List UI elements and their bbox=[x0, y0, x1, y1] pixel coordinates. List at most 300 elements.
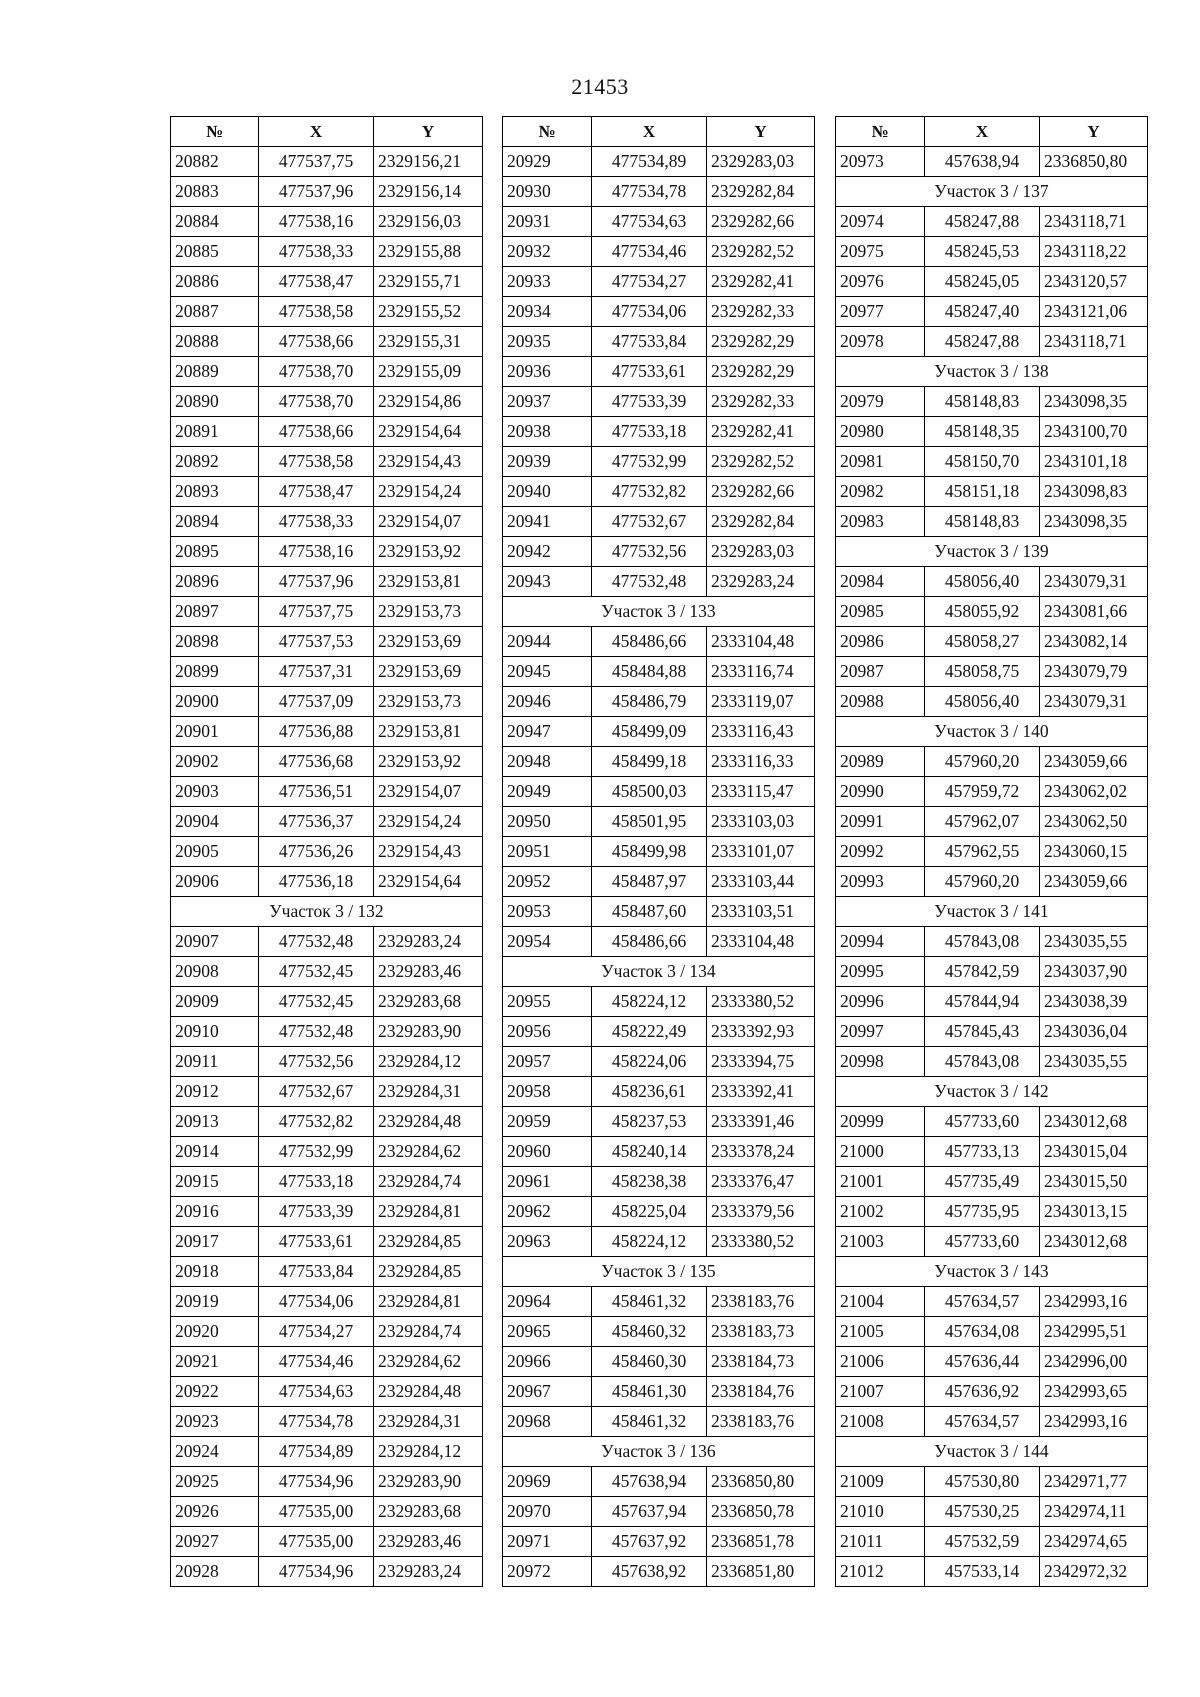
point-number-cell: 20995 bbox=[836, 957, 925, 987]
table-row bbox=[503, 837, 815, 867]
section-label: Участок 3 / 134 bbox=[503, 957, 815, 987]
y-coordinate-cell: 2343037,90 bbox=[1040, 957, 1148, 987]
x-coordinate-cell: 458224,12 bbox=[592, 1227, 707, 1257]
x-coordinate-cell: 477533,61 bbox=[259, 1227, 374, 1257]
x-coordinate-cell: 477537,75 bbox=[259, 597, 374, 627]
section-row bbox=[836, 1077, 1148, 1107]
table-row bbox=[503, 237, 815, 267]
point-number-cell: 20956 bbox=[503, 1017, 592, 1047]
point-number-cell: 20925 bbox=[171, 1467, 259, 1497]
y-coordinate-cell: 2333376,47 bbox=[707, 1167, 815, 1197]
x-coordinate-cell: 458148,35 bbox=[925, 417, 1040, 447]
point-number-cell: 21010 bbox=[836, 1497, 925, 1527]
x-coordinate-cell: 477534,27 bbox=[259, 1317, 374, 1347]
page-number: 21453 bbox=[571, 74, 629, 99]
table-row bbox=[503, 267, 815, 297]
table-row bbox=[171, 507, 483, 537]
y-coordinate-cell: 2329282,66 bbox=[707, 477, 815, 507]
table-row bbox=[836, 507, 1148, 537]
x-coordinate-cell: 477533,84 bbox=[259, 1257, 374, 1287]
y-coordinate-cell: 2343079,31 bbox=[1040, 567, 1148, 597]
x-coordinate-cell: 477533,84 bbox=[592, 327, 707, 357]
x-coordinate-cell: 458237,53 bbox=[592, 1107, 707, 1137]
table-row bbox=[171, 657, 483, 687]
point-number-cell: 20899 bbox=[171, 657, 259, 687]
section-row bbox=[836, 897, 1148, 927]
point-number-cell: 20965 bbox=[503, 1317, 592, 1347]
point-number-cell: 20972 bbox=[503, 1557, 592, 1587]
table-row bbox=[503, 627, 815, 657]
point-number-cell: 20897 bbox=[171, 597, 259, 627]
point-number-cell: 20892 bbox=[171, 447, 259, 477]
y-coordinate-cell: 2343012,68 bbox=[1040, 1107, 1148, 1137]
point-number-cell: 20902 bbox=[171, 747, 259, 777]
x-coordinate-cell: 477537,96 bbox=[259, 567, 374, 597]
x-coordinate-cell: 477538,70 bbox=[259, 387, 374, 417]
table-row bbox=[171, 837, 483, 867]
x-coordinate-cell: 458151,18 bbox=[925, 477, 1040, 507]
x-coordinate-cell: 457733,60 bbox=[925, 1107, 1040, 1137]
table-row bbox=[836, 1227, 1148, 1257]
point-number-cell: 20933 bbox=[503, 267, 592, 297]
y-coordinate-cell: 2336850,78 bbox=[707, 1497, 815, 1527]
table-row bbox=[836, 687, 1148, 717]
y-coordinate-cell: 2329282,66 bbox=[707, 207, 815, 237]
table-row bbox=[836, 957, 1148, 987]
y-coordinate-cell: 2329283,90 bbox=[374, 1467, 483, 1497]
table-row bbox=[171, 1137, 483, 1167]
point-number-cell: 20916 bbox=[171, 1197, 259, 1227]
y-coordinate-cell: 2343120,57 bbox=[1040, 267, 1148, 297]
x-coordinate-cell: 457634,57 bbox=[925, 1407, 1040, 1437]
y-coordinate-cell: 2333116,74 bbox=[707, 657, 815, 687]
header-x: X bbox=[592, 117, 707, 147]
y-coordinate-cell: 2329153,81 bbox=[374, 567, 483, 597]
y-coordinate-cell: 2329154,43 bbox=[374, 837, 483, 867]
table-row bbox=[171, 867, 483, 897]
x-coordinate-cell: 477538,66 bbox=[259, 417, 374, 447]
point-number-cell: 20992 bbox=[836, 837, 925, 867]
point-number-cell: 20988 bbox=[836, 687, 925, 717]
point-number-cell: 20890 bbox=[171, 387, 259, 417]
y-coordinate-cell: 2329283,46 bbox=[374, 957, 483, 987]
point-number-cell: 20994 bbox=[836, 927, 925, 957]
y-coordinate-cell: 2343118,22 bbox=[1040, 237, 1148, 267]
table-row bbox=[503, 1557, 815, 1587]
point-number-cell: 20927 bbox=[171, 1527, 259, 1557]
x-coordinate-cell: 477532,56 bbox=[259, 1047, 374, 1077]
y-coordinate-cell: 2329282,84 bbox=[707, 177, 815, 207]
x-coordinate-cell: 458461,30 bbox=[592, 1377, 707, 1407]
x-coordinate-cell: 477534,96 bbox=[259, 1557, 374, 1587]
y-coordinate-cell: 2343062,02 bbox=[1040, 777, 1148, 807]
table-row bbox=[171, 357, 483, 387]
x-coordinate-cell: 477532,48 bbox=[592, 567, 707, 597]
x-coordinate-cell: 458247,88 bbox=[925, 327, 1040, 357]
x-coordinate-cell: 457530,80 bbox=[925, 1467, 1040, 1497]
x-coordinate-cell: 458486,66 bbox=[592, 627, 707, 657]
y-coordinate-cell: 2333116,33 bbox=[707, 747, 815, 777]
x-coordinate-cell: 457735,95 bbox=[925, 1197, 1040, 1227]
x-coordinate-cell: 477536,18 bbox=[259, 867, 374, 897]
section-label: Участок 3 / 142 bbox=[836, 1077, 1148, 1107]
table-row bbox=[503, 1107, 815, 1137]
table-row bbox=[171, 747, 483, 777]
point-number-cell: 20888 bbox=[171, 327, 259, 357]
table-row bbox=[171, 807, 483, 837]
table-row bbox=[171, 597, 483, 627]
x-coordinate-cell: 477534,06 bbox=[259, 1287, 374, 1317]
point-number-cell: 20961 bbox=[503, 1167, 592, 1197]
table-row bbox=[836, 1497, 1148, 1527]
y-coordinate-cell: 2343118,71 bbox=[1040, 207, 1148, 237]
y-coordinate-cell: 2329153,69 bbox=[374, 657, 483, 687]
table-row bbox=[836, 237, 1148, 267]
point-number-cell: 21009 bbox=[836, 1467, 925, 1497]
table-row bbox=[503, 777, 815, 807]
table-row bbox=[836, 807, 1148, 837]
table-row bbox=[171, 1287, 483, 1317]
point-number-cell: 20904 bbox=[171, 807, 259, 837]
x-coordinate-cell: 458500,03 bbox=[592, 777, 707, 807]
section-row bbox=[836, 1257, 1148, 1287]
table-row bbox=[171, 297, 483, 327]
table-row bbox=[503, 207, 815, 237]
x-coordinate-cell: 457638,94 bbox=[592, 1467, 707, 1497]
y-coordinate-cell: 2342971,77 bbox=[1040, 1467, 1148, 1497]
y-coordinate-cell: 2333392,93 bbox=[707, 1017, 815, 1047]
x-coordinate-cell: 457733,13 bbox=[925, 1137, 1040, 1167]
y-coordinate-cell: 2329154,43 bbox=[374, 447, 483, 477]
y-coordinate-cell: 2329284,62 bbox=[374, 1137, 483, 1167]
x-coordinate-cell: 477536,88 bbox=[259, 717, 374, 747]
point-number-cell: 20946 bbox=[503, 687, 592, 717]
y-coordinate-cell: 2329155,71 bbox=[374, 267, 483, 297]
x-coordinate-cell: 458224,06 bbox=[592, 1047, 707, 1077]
table-row bbox=[503, 1167, 815, 1197]
point-number-cell: 20907 bbox=[171, 927, 259, 957]
table-row bbox=[836, 1557, 1148, 1587]
y-coordinate-cell: 2329154,24 bbox=[374, 807, 483, 837]
point-number-cell: 20938 bbox=[503, 417, 592, 447]
point-number-cell: 20937 bbox=[503, 387, 592, 417]
x-coordinate-cell: 458240,14 bbox=[592, 1137, 707, 1167]
point-number-cell: 20957 bbox=[503, 1047, 592, 1077]
point-number-cell: 20950 bbox=[503, 807, 592, 837]
table-row bbox=[503, 1527, 815, 1557]
y-coordinate-cell: 2343012,68 bbox=[1040, 1227, 1148, 1257]
point-number-cell: 20958 bbox=[503, 1077, 592, 1107]
point-number-cell: 21008 bbox=[836, 1407, 925, 1437]
point-number-cell: 20912 bbox=[171, 1077, 259, 1107]
header-number: № bbox=[171, 117, 259, 147]
point-number-cell: 20894 bbox=[171, 507, 259, 537]
x-coordinate-cell: 458499,18 bbox=[592, 747, 707, 777]
point-number-cell: 20882 bbox=[171, 147, 259, 177]
point-number-cell: 20900 bbox=[171, 687, 259, 717]
point-number-cell: 20906 bbox=[171, 867, 259, 897]
point-number-cell: 20948 bbox=[503, 747, 592, 777]
table-row bbox=[171, 1557, 483, 1587]
point-number-cell: 20889 bbox=[171, 357, 259, 387]
y-coordinate-cell: 2333380,52 bbox=[707, 987, 815, 1017]
point-number-cell: 21007 bbox=[836, 1377, 925, 1407]
point-number-cell: 20911 bbox=[171, 1047, 259, 1077]
x-coordinate-cell: 457636,92 bbox=[925, 1377, 1040, 1407]
header-x: X bbox=[925, 117, 1040, 147]
y-coordinate-cell: 2333103,03 bbox=[707, 807, 815, 837]
table-row bbox=[171, 1497, 483, 1527]
point-number-cell: 20989 bbox=[836, 747, 925, 777]
table-row bbox=[836, 147, 1148, 177]
x-coordinate-cell: 477534,63 bbox=[259, 1377, 374, 1407]
table-row bbox=[836, 657, 1148, 687]
x-coordinate-cell: 458245,05 bbox=[925, 267, 1040, 297]
point-number-cell: 20966 bbox=[503, 1347, 592, 1377]
point-number-cell: 20997 bbox=[836, 1017, 925, 1047]
x-coordinate-cell: 477536,26 bbox=[259, 837, 374, 867]
x-coordinate-cell: 458460,30 bbox=[592, 1347, 707, 1377]
y-coordinate-cell: 2329283,03 bbox=[707, 537, 815, 567]
table-row bbox=[503, 1407, 815, 1437]
y-coordinate-cell: 2329156,14 bbox=[374, 177, 483, 207]
point-number-cell: 20949 bbox=[503, 777, 592, 807]
coordinates-table-2 bbox=[502, 116, 815, 1587]
y-coordinate-cell: 2329155,31 bbox=[374, 327, 483, 357]
y-coordinate-cell: 2329284,85 bbox=[374, 1257, 483, 1287]
section-row bbox=[503, 597, 815, 627]
table-row bbox=[836, 1107, 1148, 1137]
y-coordinate-cell: 2329282,33 bbox=[707, 387, 815, 417]
x-coordinate-cell: 457844,94 bbox=[925, 987, 1040, 1017]
table-row bbox=[503, 1137, 815, 1167]
section-label: Участок 3 / 143 bbox=[836, 1257, 1148, 1287]
x-coordinate-cell: 458225,04 bbox=[592, 1197, 707, 1227]
point-number-cell: 20977 bbox=[836, 297, 925, 327]
x-coordinate-cell: 457845,43 bbox=[925, 1017, 1040, 1047]
y-coordinate-cell: 2329153,92 bbox=[374, 747, 483, 777]
point-number-cell: 20887 bbox=[171, 297, 259, 327]
x-coordinate-cell: 477538,47 bbox=[259, 477, 374, 507]
y-coordinate-cell: 2338183,76 bbox=[707, 1407, 815, 1437]
y-coordinate-cell: 2333119,07 bbox=[707, 687, 815, 717]
x-coordinate-cell: 458461,32 bbox=[592, 1407, 707, 1437]
y-coordinate-cell: 2333394,75 bbox=[707, 1047, 815, 1077]
x-coordinate-cell: 458486,79 bbox=[592, 687, 707, 717]
x-coordinate-cell: 477538,66 bbox=[259, 327, 374, 357]
x-coordinate-cell: 458499,98 bbox=[592, 837, 707, 867]
y-coordinate-cell: 2333378,24 bbox=[707, 1137, 815, 1167]
table-row bbox=[171, 387, 483, 417]
y-coordinate-cell: 2343038,39 bbox=[1040, 987, 1148, 1017]
y-coordinate-cell: 2329154,24 bbox=[374, 477, 483, 507]
section-label: Участок 3 / 144 bbox=[836, 1437, 1148, 1467]
point-number-cell: 20924 bbox=[171, 1437, 259, 1467]
table-row bbox=[171, 1107, 483, 1137]
point-number-cell: 20959 bbox=[503, 1107, 592, 1137]
table-row bbox=[171, 687, 483, 717]
y-coordinate-cell: 2333115,47 bbox=[707, 777, 815, 807]
table-row bbox=[171, 267, 483, 297]
table-row bbox=[171, 1377, 483, 1407]
x-coordinate-cell: 458487,97 bbox=[592, 867, 707, 897]
x-coordinate-cell: 477538,16 bbox=[259, 537, 374, 567]
x-coordinate-cell: 477534,78 bbox=[592, 177, 707, 207]
x-coordinate-cell: 477537,53 bbox=[259, 627, 374, 657]
point-number-cell: 20901 bbox=[171, 717, 259, 747]
point-number-cell: 20918 bbox=[171, 1257, 259, 1287]
x-coordinate-cell: 477537,96 bbox=[259, 177, 374, 207]
y-coordinate-cell: 2333391,46 bbox=[707, 1107, 815, 1137]
point-number-cell: 20947 bbox=[503, 717, 592, 747]
y-coordinate-cell: 2329283,90 bbox=[374, 1017, 483, 1047]
point-number-cell: 20954 bbox=[503, 927, 592, 957]
x-coordinate-cell: 458056,40 bbox=[925, 567, 1040, 597]
y-coordinate-cell: 2329153,92 bbox=[374, 537, 483, 567]
y-coordinate-cell: 2333379,56 bbox=[707, 1197, 815, 1227]
y-coordinate-cell: 2329154,07 bbox=[374, 507, 483, 537]
table-row bbox=[171, 1197, 483, 1227]
table-row bbox=[503, 717, 815, 747]
table-row bbox=[836, 1317, 1148, 1347]
table-row bbox=[503, 297, 815, 327]
table-row bbox=[503, 927, 815, 957]
table-row bbox=[836, 1047, 1148, 1077]
x-coordinate-cell: 457532,59 bbox=[925, 1527, 1040, 1557]
table-row bbox=[836, 387, 1148, 417]
table-row bbox=[171, 447, 483, 477]
y-coordinate-cell: 2329284,74 bbox=[374, 1167, 483, 1197]
point-number-cell: 20939 bbox=[503, 447, 592, 477]
table-row bbox=[503, 807, 815, 837]
table-row bbox=[836, 207, 1148, 237]
x-coordinate-cell: 477534,46 bbox=[259, 1347, 374, 1377]
table-row bbox=[503, 537, 815, 567]
y-coordinate-cell: 2333116,43 bbox=[707, 717, 815, 747]
point-number-cell: 21012 bbox=[836, 1557, 925, 1587]
table-row bbox=[503, 327, 815, 357]
section-row bbox=[836, 177, 1148, 207]
section-row bbox=[171, 897, 483, 927]
y-coordinate-cell: 2329284,31 bbox=[374, 1407, 483, 1437]
table-row bbox=[503, 1017, 815, 1047]
point-number-cell: 20955 bbox=[503, 987, 592, 1017]
table-row bbox=[503, 1377, 815, 1407]
x-coordinate-cell: 458148,83 bbox=[925, 387, 1040, 417]
table-row bbox=[836, 1197, 1148, 1227]
point-number-cell: 20970 bbox=[503, 1497, 592, 1527]
y-coordinate-cell: 2329283,24 bbox=[707, 567, 815, 597]
section-row bbox=[836, 1437, 1148, 1467]
x-coordinate-cell: 477537,31 bbox=[259, 657, 374, 687]
y-coordinate-cell: 2329283,24 bbox=[374, 1557, 483, 1587]
y-coordinate-cell: 2343059,66 bbox=[1040, 867, 1148, 897]
y-coordinate-cell: 2336851,78 bbox=[707, 1527, 815, 1557]
point-number-cell: 20923 bbox=[171, 1407, 259, 1437]
y-coordinate-cell: 2343079,31 bbox=[1040, 687, 1148, 717]
table-row bbox=[503, 1287, 815, 1317]
table-row bbox=[171, 957, 483, 987]
table-row bbox=[836, 867, 1148, 897]
x-coordinate-cell: 477534,89 bbox=[259, 1437, 374, 1467]
x-coordinate-cell: 457637,92 bbox=[592, 1527, 707, 1557]
x-coordinate-cell: 457960,20 bbox=[925, 747, 1040, 777]
table-row bbox=[503, 1047, 815, 1077]
header-y: Y bbox=[374, 117, 483, 147]
y-coordinate-cell: 2329283,24 bbox=[374, 927, 483, 957]
table-header-row bbox=[171, 117, 483, 147]
point-number-cell: 20903 bbox=[171, 777, 259, 807]
y-coordinate-cell: 2329284,31 bbox=[374, 1077, 483, 1107]
table-row bbox=[171, 627, 483, 657]
x-coordinate-cell: 477532,99 bbox=[259, 1137, 374, 1167]
table-row bbox=[171, 1257, 483, 1287]
x-coordinate-cell: 457634,57 bbox=[925, 1287, 1040, 1317]
table-row bbox=[171, 417, 483, 447]
table-row bbox=[171, 1167, 483, 1197]
point-number-cell: 20921 bbox=[171, 1347, 259, 1377]
point-number-cell: 20987 bbox=[836, 657, 925, 687]
y-coordinate-cell: 2329283,68 bbox=[374, 1497, 483, 1527]
table-row bbox=[836, 1017, 1148, 1047]
table-row bbox=[171, 207, 483, 237]
x-coordinate-cell: 477536,51 bbox=[259, 777, 374, 807]
x-coordinate-cell: 477538,47 bbox=[259, 267, 374, 297]
x-coordinate-cell: 477538,16 bbox=[259, 207, 374, 237]
header-y: Y bbox=[707, 117, 815, 147]
point-number-cell: 20963 bbox=[503, 1227, 592, 1257]
point-number-cell: 20896 bbox=[171, 567, 259, 597]
point-number-cell: 20940 bbox=[503, 477, 592, 507]
x-coordinate-cell: 458058,75 bbox=[925, 657, 1040, 687]
table-row bbox=[503, 387, 815, 417]
table-row bbox=[171, 177, 483, 207]
point-number-cell: 20930 bbox=[503, 177, 592, 207]
y-coordinate-cell: 2329155,52 bbox=[374, 297, 483, 327]
section-label: Участок 3 / 132 bbox=[171, 897, 483, 927]
table-row bbox=[503, 657, 815, 687]
point-number-cell: 20929 bbox=[503, 147, 592, 177]
y-coordinate-cell: 2329284,81 bbox=[374, 1197, 483, 1227]
point-number-cell: 20985 bbox=[836, 597, 925, 627]
y-coordinate-cell: 2329154,86 bbox=[374, 387, 483, 417]
table-row bbox=[503, 747, 815, 777]
y-coordinate-cell: 2329284,48 bbox=[374, 1107, 483, 1137]
table-row bbox=[836, 927, 1148, 957]
y-coordinate-cell: 2333104,48 bbox=[707, 627, 815, 657]
table-row bbox=[503, 177, 815, 207]
table-row bbox=[503, 987, 815, 1017]
table-row bbox=[503, 147, 815, 177]
table-row bbox=[171, 1347, 483, 1377]
y-coordinate-cell: 2329153,73 bbox=[374, 687, 483, 717]
x-coordinate-cell: 477538,33 bbox=[259, 237, 374, 267]
point-number-cell: 20928 bbox=[171, 1557, 259, 1587]
header-x: X bbox=[259, 117, 374, 147]
table-row bbox=[836, 267, 1148, 297]
x-coordinate-cell: 457842,59 bbox=[925, 957, 1040, 987]
point-number-cell: 20969 bbox=[503, 1467, 592, 1497]
point-number-cell: 20944 bbox=[503, 627, 592, 657]
table-row bbox=[836, 417, 1148, 447]
coordinates-table-1 bbox=[170, 116, 483, 1587]
table-row bbox=[171, 147, 483, 177]
section-label: Участок 3 / 133 bbox=[503, 597, 815, 627]
y-coordinate-cell: 2343098,83 bbox=[1040, 477, 1148, 507]
table-header-row bbox=[836, 117, 1148, 147]
point-number-cell: 21001 bbox=[836, 1167, 925, 1197]
point-number-cell: 20945 bbox=[503, 657, 592, 687]
